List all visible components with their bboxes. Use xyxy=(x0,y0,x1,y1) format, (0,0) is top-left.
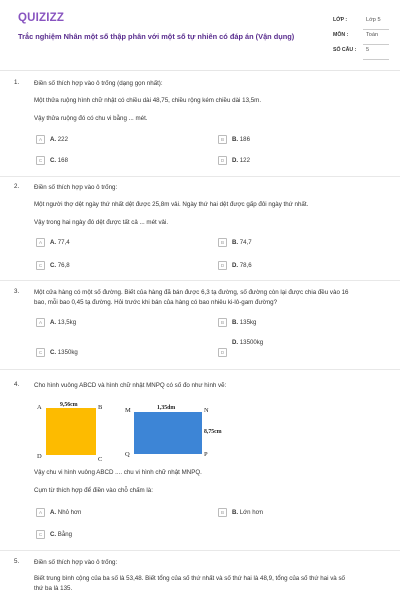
worksheet-header xyxy=(0,0,400,72)
rect-length-label: 1,35dm xyxy=(157,405,176,411)
question-5-number: 5. xyxy=(14,558,20,565)
meta-count xyxy=(333,46,389,57)
meta-count-value: 5 xyxy=(366,47,370,53)
rect-vertex-q: Q xyxy=(125,451,130,458)
question-5-text-line2: thứ ba là 135. xyxy=(34,585,73,592)
question-1-text: Một thửa ruộng hình chữ nhật có chiều dài 48,75, chiều rộng kém chiều dài 13,5m. xyxy=(34,97,262,104)
question-3-text-line1: Một cửa hàng có một số đường. Biết của hàng đã bán được 6,3 tạ đường, số đường còn lại được chia đều vào 16 xyxy=(34,289,349,296)
question-4-ask: Cụm từ thích hợp để điền vào chỗ chấm là: xyxy=(34,487,153,494)
rect-vertex-p: P xyxy=(204,451,208,458)
rect-mnpq xyxy=(134,412,202,454)
question-1-number: 1. xyxy=(14,79,20,86)
square-vertex-d: D xyxy=(37,453,42,460)
question-2-number: 2. xyxy=(14,183,20,190)
rect-vertex-n: N xyxy=(204,407,209,414)
meta-grade-label: LỚP : xyxy=(333,17,348,23)
meta-grade xyxy=(333,16,389,27)
meta-grade-value: Lớp 5 xyxy=(366,17,381,23)
question-divider xyxy=(0,550,400,551)
header-divider xyxy=(0,70,400,71)
question-2-prompt: Điền số thích hợp vào ô trống: xyxy=(34,184,118,191)
square-vertex-a: A xyxy=(37,404,42,411)
rect-width-label: 8,75cm xyxy=(204,429,222,435)
square-vertex-b: B xyxy=(98,404,103,411)
question-4-number: 4. xyxy=(14,381,20,388)
question-5-text-line1: Biết trung bình cộng của ba số là 53,48. Biết tổng của số thứ nhất và số thứ hai là 48,9, tổng của số thứ hai và số xyxy=(34,575,346,582)
question-1-ask: Vậy thửa ruộng đó có chu vi bằng ... mét. xyxy=(34,115,148,122)
question-2-text: Một người thợ dệt ngày thứ nhất dệt được 25,8m vải. Ngày thứ hai dệt được gấp đôi ngày thứ nhất. xyxy=(34,201,309,208)
question-divider xyxy=(0,280,400,281)
question-1-prompt: Điền số thích hợp vào ô trống (dạng gọn nhất): xyxy=(34,80,163,87)
shapes-diagram xyxy=(36,396,236,462)
question-divider xyxy=(0,369,400,370)
square-side-label: 9,56cm xyxy=(60,402,78,408)
meta-subject xyxy=(333,31,389,42)
question-4-text: Vậy chu vi hình vuông ABCD .... chu vi hình chữ nhật MNPQ. xyxy=(34,469,202,476)
meta-count-label: SỐ CÂU : xyxy=(333,47,357,53)
meta-subject-value: Toán xyxy=(366,32,379,38)
question-5-prompt: Điền số thích hợp vào ô trống: xyxy=(34,559,118,566)
question-4-figure xyxy=(36,396,236,462)
question-2-ask: Vậy trong hai ngày đó dệt được tất cả ... mét vải. xyxy=(34,219,169,226)
quizizz-logo: QUIZIZZ xyxy=(18,12,65,24)
question-4-prompt: Cho hình vuông ABCD và hình chữ nhật MNPQ có số đo như hình vẽ: xyxy=(34,382,227,389)
meta-subject-label: MÔN : xyxy=(333,32,349,38)
question-3-text-line2: bao, mỗi bao 0,45 tạ đường. Hỏi trước khi bán của hàng có bao nhiêu ki-lô-gam đường? xyxy=(34,299,278,306)
question-divider xyxy=(0,176,400,177)
question-3-number: 3. xyxy=(14,288,20,295)
rect-vertex-m: M xyxy=(125,407,131,414)
square-vertex-c: C xyxy=(98,456,103,462)
square-abcd xyxy=(46,408,96,455)
worksheet-title: Trắc nghiệm Nhân một số thập phân với một số tự nhiên có đáp án (Vận dụng) xyxy=(18,32,295,41)
